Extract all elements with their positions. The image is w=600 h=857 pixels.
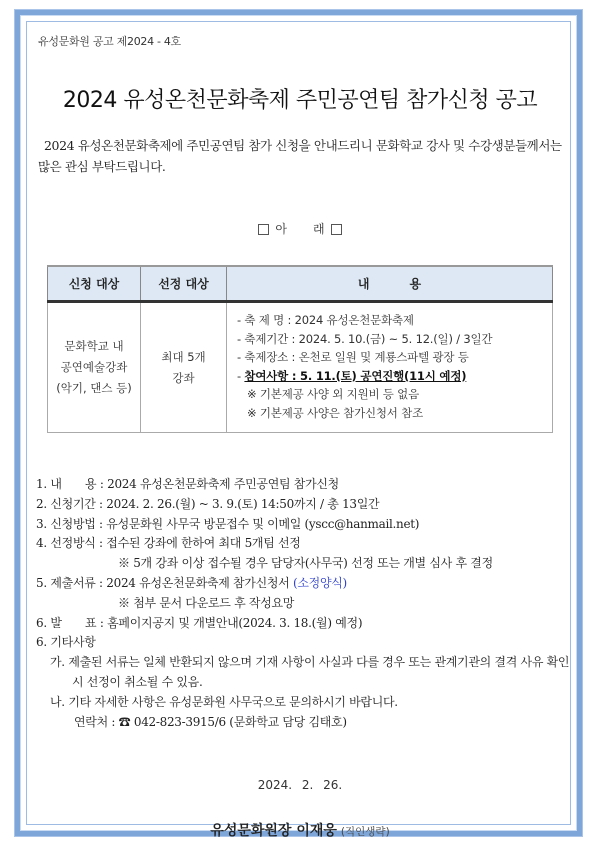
table-row (48, 302, 553, 433)
announcement-date: 2024. 2. 26. (257, 778, 343, 792)
signature (0, 820, 600, 840)
notice-heading-left: 아 (275, 222, 287, 236)
page-title: 2024 유성온천문화축제 주민공연팀 참가신청 공고 (62, 88, 538, 113)
list-item-documents: 5. 제출서류 : 2024 유성온천문화축제 참가신청서 (소정양식) (36, 575, 347, 590)
header-selection: 선정 대상 (141, 266, 227, 302)
festival-venue: - 축제장소 : 온천로 일원 및 계룡스파텔 광장 등 (237, 350, 469, 364)
content-cell (227, 302, 553, 433)
note-reference: ※ 기본제공 사양은 참가신청서 참조 (247, 405, 423, 420)
festival-period: - 축제기간 : 2024. 5. 10.(금) ~ 5. 12.(일) / 3일간 (237, 331, 493, 346)
note-no-support: ※ 기본제공 사양 외 지원비 등 없음 (247, 387, 419, 401)
square-icon (331, 224, 342, 235)
table-header-row (48, 266, 553, 302)
signature-name: 유성문화원장 이재웅 (210, 823, 337, 839)
header-content: 내 용 (227, 266, 553, 302)
list-item-period: 2. 신청기간 : 2024. 2. 26.(월) ~ 3. 9.(토) 14:50까지 / 총 13일간 (36, 496, 380, 511)
seal-note: (직인생략) (340, 826, 390, 838)
list-item-misc-a: 가. 제출된 서류는 일체 반환되지 않으며 기재 사항이 사실과 다를 경우 또는 관계기관의 결격 사유 확인 시 선정이 취소될 수 있음. (50, 655, 570, 689)
list-item-selection-note: ※ 5개 강좌 이상 접수될 경우 담당자(사무국) 선정 또는 개별 심사 후 결정 (118, 556, 493, 571)
header-applicant: 신청 대상 (48, 266, 141, 302)
applicant-cell: 문화학교 내 공연예술강좌 (악기, 댄스 등) (48, 302, 141, 433)
list-item-misc-b: 나. 기타 자세한 사항은 유성문화원 사무국으로 문의하시기 바랍니다. (50, 694, 398, 709)
square-icon (258, 224, 269, 235)
list-item-method: 3. 신청방법 : 유성문화원 사무국 방문접수 및 이메일 (yscc@hanmail.net) (36, 516, 420, 531)
details-list (36, 475, 576, 732)
form-download-link[interactable]: (소정양식) (292, 575, 347, 590)
notice-heading-right: 래 (313, 222, 325, 236)
list-item-misc: 6. 기타사항 (36, 635, 96, 650)
contact-info: 연락처 : ☎ 042-823-3915/6 (문화학교 담당 김태호) (74, 714, 347, 729)
list-item-selection: 4. 선정방식 : 접수된 강좌에 한하여 최대 5개팀 선정 (36, 536, 301, 551)
document-number: 유성문화원 공고 제2024 - 4호 (38, 35, 181, 48)
festival-info-table (47, 265, 553, 433)
list-item-documents-note: ※ 첨부 문서 다운로드 후 작성요망 (118, 595, 295, 610)
participation-detail: - 참여사항 : 5. 11.(토) 공연진행(11시 예정) (237, 368, 467, 383)
notice-heading (0, 220, 600, 237)
list-item-content: 1. 내 용 : 2024 유성온천문화축제 주민공연팀 참가신청 (36, 477, 339, 491)
intro-paragraph: 2024 유성온천문화축제에 주민공연팀 참가 신청을 안내드리니 문화학교 강사 및 수강생분들께서는 많은 관심 부탁드립니다. (38, 138, 562, 174)
festival-name: - 축 제 명 : 2024 유성온천문화축제 (237, 313, 414, 327)
list-item-announcement: 6. 발 표 : 홈페이지공지 및 개별안내(2024. 3. 18.(월) 예정) (36, 615, 363, 630)
selection-cell: 최대 5개 강좌 (141, 302, 227, 433)
